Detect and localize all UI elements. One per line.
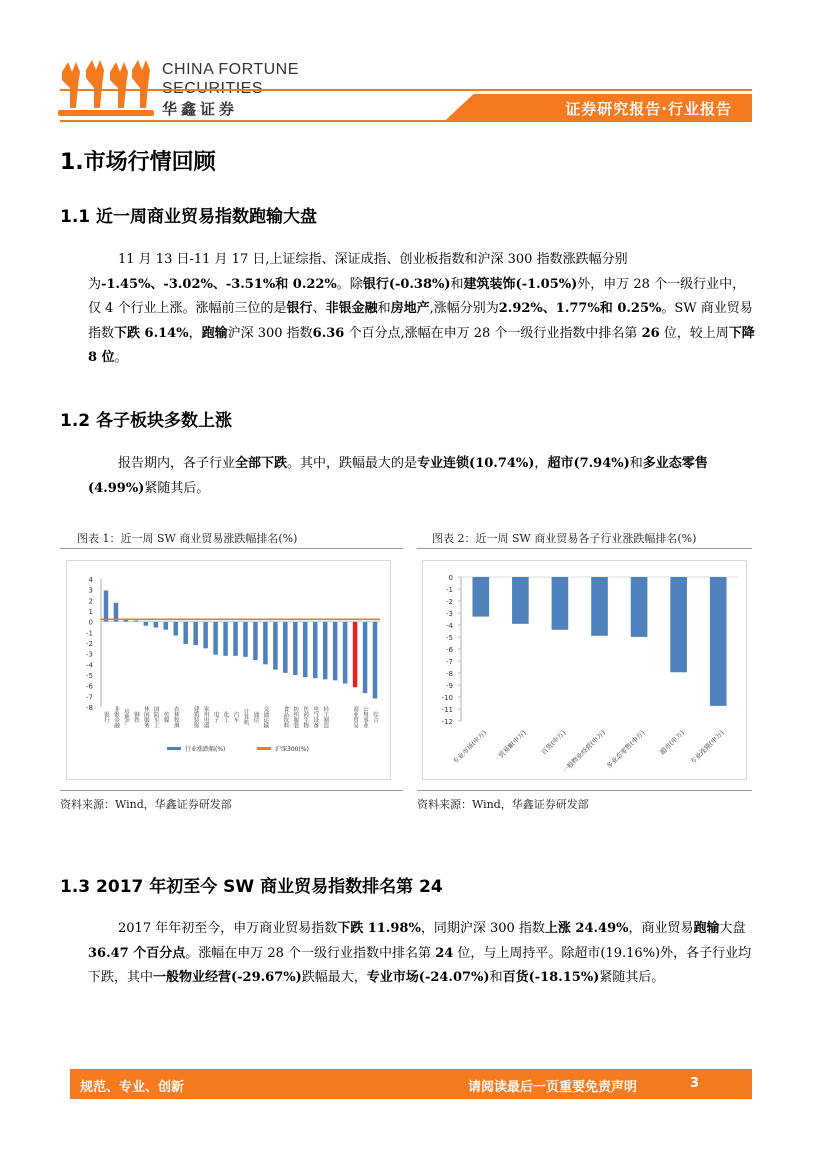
category-label: 传媒 <box>162 711 169 723</box>
category-label: 计算机 <box>242 708 249 726</box>
bar-汽车 <box>233 622 237 656</box>
text-run: 、 <box>312 301 326 316</box>
bar-超市(申万) <box>670 577 687 672</box>
chart-2-svg <box>423 561 746 779</box>
y-tick-label: -6 <box>86 682 93 691</box>
subsection-title-1-2: 1.2 各子板块多数上涨 <box>60 411 233 431</box>
category-label: 电气设备 <box>312 706 319 728</box>
text-run: 和 <box>489 970 503 985</box>
bold-run: 专业市场(-24.07%) <box>366 970 490 985</box>
text-run: 11 月 13 日-11 月 17 日,上证综指、深证成指、创业板指数和沪深 300 指数涨跌幅分别为 <box>88 252 628 292</box>
text-run: ，同期沪深 300 指数 <box>420 921 545 936</box>
bar-食品饮料 <box>283 622 287 673</box>
paragraph-1-1 <box>88 248 755 371</box>
y-tick-label: -11 <box>441 706 453 714</box>
category-label: 休闲服务 <box>142 706 149 728</box>
page-number: 3 <box>690 1076 700 1091</box>
bold-run: 跑输 <box>693 921 720 936</box>
bar-有色金属 <box>343 622 347 684</box>
text-run: 外，申万 28 个一级行业中，仅 4 个行业上涨。涨幅前三位的是 <box>88 276 746 316</box>
bar-电子 <box>213 622 217 655</box>
legend-swatch-line <box>257 747 271 750</box>
y-tick-label: -2 <box>86 640 93 648</box>
category-label: 房地产 <box>122 708 129 726</box>
subsection-title-1-1: 1.1 近一周商业贸易指数跑输大盘 <box>60 207 318 227</box>
legend-swatch-bar <box>167 747 181 750</box>
bold-run: 超市(7.94%) <box>547 456 630 471</box>
category-label: 综合 <box>372 711 379 723</box>
bar-专业连锁(申万) <box>710 577 727 706</box>
text-run: 报告期内，各子行业 <box>118 456 236 471</box>
bar-通信 <box>253 622 257 660</box>
text-run: 。 <box>114 350 128 365</box>
category-label: 银行 <box>102 711 109 723</box>
text-run: 。涨幅在申万 28 个一级行业指数中排名第 <box>185 945 436 961</box>
y-tick-label: -9 <box>446 682 453 690</box>
y-tick-label: -6 <box>446 646 453 654</box>
figure-2-source-rule <box>417 790 752 791</box>
footer-bar <box>70 1069 752 1099</box>
category-label: 食品饮料 <box>282 706 289 728</box>
bar-国防军工 <box>154 622 158 628</box>
figure-2-caption: 图表 2：近一周 SW 商业贸易各子行业涨跌幅排名(%) <box>432 532 697 545</box>
y-tick-label: -8 <box>446 670 453 678</box>
bold-run: 全部下跌 <box>235 456 288 471</box>
bar-贸易Ⅲ(申万) <box>512 577 529 624</box>
y-tick-label: -7 <box>446 658 453 666</box>
paragraph-1-3 <box>88 917 755 991</box>
category-label: 非银金融 <box>112 706 119 728</box>
bar-计算机 <box>243 622 247 657</box>
bold-run: 多业态零售(4.99%) <box>88 456 708 496</box>
footer-slogan: 规范、专业、创新 <box>80 1080 185 1095</box>
y-tick-label: 1 <box>88 608 93 616</box>
figure-2-chart <box>422 560 747 780</box>
bold-run: 一般物业经营(-29.67%) <box>153 970 302 985</box>
figure-2-rule <box>417 548 752 549</box>
category-label: 超市(申万) <box>658 728 687 757</box>
bold-run: 非银金融 <box>325 301 378 316</box>
category-label: 公用事业 <box>362 706 369 728</box>
figure-1-caption: 图表 1：近一周 SW 商业贸易涨跌幅排名(%) <box>77 532 298 545</box>
bar-医药生物 <box>303 622 307 677</box>
y-tick-label: -4 <box>86 661 93 670</box>
category-label: 商业贸易 <box>352 706 359 728</box>
y-tick-label: 0 <box>88 618 93 627</box>
bold-run: 下跌 6.14% <box>114 325 189 341</box>
bold-run: 上涨 24.49% <box>544 921 629 936</box>
text-run: ， <box>188 325 202 341</box>
y-tick-label: 4 <box>88 576 93 584</box>
category-label: 通信 <box>252 711 259 723</box>
bold-run: 百货(-18.15%) <box>502 970 600 985</box>
bar-商业贸易 <box>353 622 357 687</box>
bar-交通运输 <box>263 622 267 665</box>
bold-run: 银行 <box>286 301 313 316</box>
text-run: 和 <box>629 456 643 471</box>
category-label: 贸易Ⅲ(申万) <box>496 728 528 760</box>
header-rule <box>60 89 752 91</box>
y-tick-label: -4 <box>446 622 453 630</box>
category-label: 百货(申万) <box>539 728 568 757</box>
figure-1-rule <box>60 548 403 549</box>
bold-run: 2.92%、1.77%和 0.25% <box>498 301 662 316</box>
text-run: 个百分点,涨幅在申万 28 个一级行业指数中排名第 <box>344 325 642 341</box>
y-tick-label: -7 <box>86 693 93 702</box>
bar-电气设备 <box>313 622 317 679</box>
brand-en-line1: CHINA FORTUNE <box>162 61 299 78</box>
text-run: 位，与上周持平。除超市(19.16%)外，各子行业均下跌，其中 <box>88 945 752 985</box>
category-label: 电子 <box>212 711 219 723</box>
bar-采掘 <box>273 622 277 670</box>
bar-家用电器 <box>203 622 207 649</box>
text-run: 和 <box>450 276 464 292</box>
y-tick-label: -5 <box>86 672 93 680</box>
bar-休闲服务 <box>144 622 148 626</box>
category-label: 钢铁 <box>132 711 139 723</box>
text-run: 。除 <box>336 276 363 292</box>
bar-一般物业经营(申万) <box>591 577 608 636</box>
bar-建筑材料 <box>333 622 337 681</box>
bar-多业态零售(申万) <box>631 577 648 637</box>
bold-run: 26 <box>641 325 660 341</box>
footer-disclaimer: 请阅读最后一页重要免责声明 <box>468 1080 638 1095</box>
bar-机械设备 <box>183 622 187 644</box>
bold-run: 房地产 <box>390 301 430 316</box>
y-tick-label: -12 <box>441 718 453 726</box>
y-tick-label: -8 <box>86 704 93 712</box>
chart-1-svg <box>67 561 390 779</box>
category-label: 多业态零售(申万) <box>605 728 647 771</box>
y-tick-label: -3 <box>446 610 453 618</box>
text-run: 2017 年年初至今，申万商业贸易指数 <box>118 921 338 936</box>
header-banner <box>445 94 752 122</box>
bold-run: 下降 8 位 <box>88 325 755 365</box>
bar-传媒 <box>164 622 168 630</box>
figure-2-source: 资料来源：Wind，华鑫证券研发部 <box>417 798 589 811</box>
bold-run: 跑输 <box>201 325 228 341</box>
bar-银行 <box>104 591 108 622</box>
category-label: 交通运输 <box>262 706 269 728</box>
bar-综合 <box>373 622 377 699</box>
category-label: 国防军工 <box>152 706 159 728</box>
y-tick-label: 0 <box>448 574 453 582</box>
y-tick-label: 2 <box>88 597 93 606</box>
figure-1-source: 资料来源：Wind，华鑫证券研发部 <box>60 798 232 811</box>
section-title: 1.市场行情回顾 <box>60 150 216 175</box>
text-run: 位，较上周 <box>659 325 729 341</box>
y-tick-label: -3 <box>86 650 93 659</box>
bar-化工 <box>223 622 227 656</box>
text-run: 和 <box>377 301 391 316</box>
category-label: 轻工制造 <box>322 706 329 728</box>
y-tick-label: -1 <box>446 586 453 594</box>
text-run: 紧随其后。 <box>599 970 665 985</box>
bold-run: 建筑装饰(-1.05%) <box>463 276 578 292</box>
bar-百货(申万) <box>552 577 569 630</box>
category-label: 一般物业经营(申万) <box>560 728 607 775</box>
bold-run: 6.36 <box>312 325 345 341</box>
text-run: 。其中，跌幅最大的是 <box>287 456 418 471</box>
category-label: 家用电器 <box>202 706 209 728</box>
text-run: ，商业贸易 <box>628 921 694 936</box>
category-label: 医药生物 <box>302 706 309 728</box>
legend-label-bar: 行业涨跌幅(%) <box>185 746 226 753</box>
category-label: 专业连锁(申万) <box>688 728 726 766</box>
y-tick-label: -2 <box>446 598 453 606</box>
bar-农林牧渔 <box>173 622 177 636</box>
subsection-title-1-3: 1.3 2017 年初至今 SW 商业贸易指数排名第 24 <box>60 877 443 897</box>
bold-run: 36.47 个百分点 <box>88 945 186 961</box>
text-run: ， <box>534 456 548 471</box>
category-label: 纺织服装 <box>292 706 299 728</box>
category-label: 化工 <box>222 711 229 723</box>
category-label: 专业市场(申万) <box>451 728 489 766</box>
bold-run: 银行(-0.38%) <box>362 276 451 292</box>
bar-建筑装饰 <box>193 622 197 645</box>
text-run: 。SW 商业贸易指数 <box>88 301 753 341</box>
category-label: 建筑装饰 <box>192 706 199 728</box>
bold-run: 24 <box>435 945 454 961</box>
bold-run: 下跌 11.98% <box>337 921 421 936</box>
figure-1-source-rule <box>60 790 403 791</box>
text-run: ,涨幅分别为 <box>429 301 499 316</box>
bar-轻工制造 <box>323 622 327 680</box>
text-run: 大盘 <box>719 921 746 936</box>
bar-专业市场(申万) <box>472 577 489 617</box>
bold-run: -1.45%、-3.02%、-3.51%和 0.22% <box>101 276 337 292</box>
category-label: 汽车 <box>232 711 239 723</box>
bold-run: 专业连锁(10.74%) <box>417 456 535 471</box>
figure-1-chart <box>66 560 391 780</box>
header-banner-text: 证券研究报告·行业报告 <box>565 100 732 118</box>
y-tick-label: -10 <box>441 694 453 702</box>
text-run: 紧随其后。 <box>144 480 210 496</box>
legend-label-line: 沪深300(%) <box>275 746 309 753</box>
text-run: 沪深 300 指数 <box>227 325 313 341</box>
brand-cn: 华鑫证券 <box>162 101 239 118</box>
bar-公用事业 <box>363 622 367 693</box>
category-label: 农林牧渔 <box>172 706 179 728</box>
text-run: 跌幅最大， <box>301 970 367 985</box>
bar-纺织服装 <box>293 622 297 675</box>
y-tick-label: -5 <box>446 634 453 642</box>
y-tick-label: -1 <box>86 629 93 638</box>
paragraph-1-2 <box>88 452 755 501</box>
y-tick-label: 3 <box>88 586 93 595</box>
